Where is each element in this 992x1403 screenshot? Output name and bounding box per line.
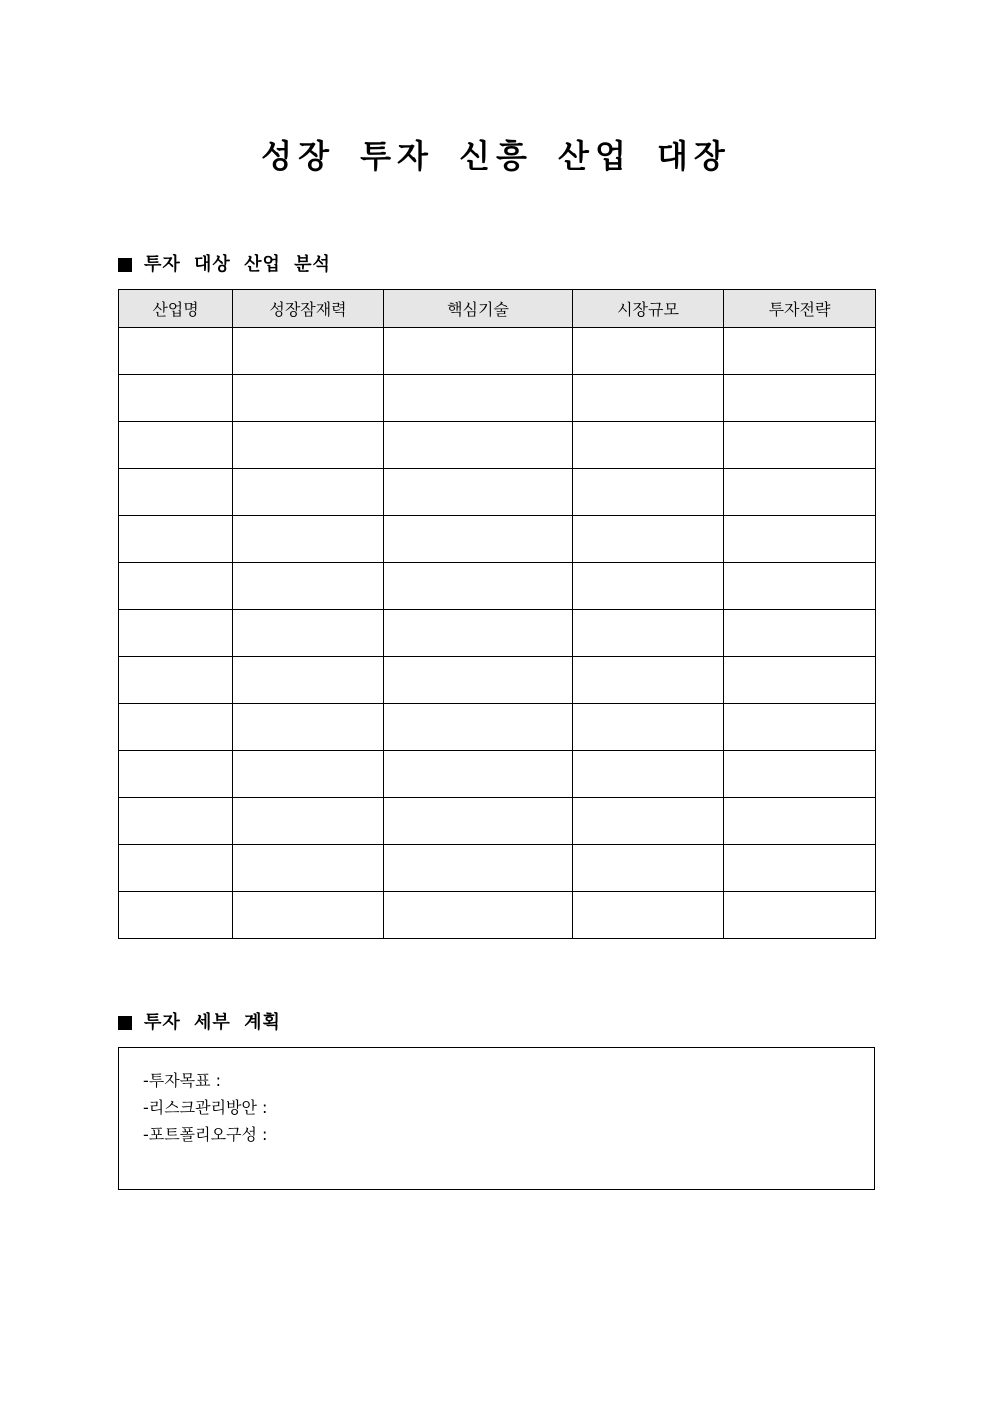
table-cell[interactable] [233, 375, 384, 422]
table-cell[interactable] [119, 328, 233, 375]
table-row [119, 657, 876, 704]
table-cell[interactable] [384, 563, 573, 610]
table-cell[interactable] [573, 845, 724, 892]
column-header-investment-strategy: 투자전략 [724, 290, 876, 328]
table-row [119, 892, 876, 939]
table-cell[interactable] [119, 610, 233, 657]
table-cell[interactable] [384, 657, 573, 704]
table-cell[interactable] [384, 798, 573, 845]
investment-plan-box [118, 1047, 875, 1190]
table-cell[interactable] [119, 892, 233, 939]
table-cell[interactable] [724, 375, 876, 422]
plan-item-investment-goal[interactable]: -투자목표 : [143, 1071, 222, 1090]
table-cell[interactable] [724, 892, 876, 939]
table-cell[interactable] [384, 516, 573, 563]
section-heading-label: 투자 대상 산업 분석 [144, 254, 331, 275]
table-cell[interactable] [119, 704, 233, 751]
table-cell[interactable] [119, 422, 233, 469]
table-cell[interactable] [573, 469, 724, 516]
table-cell[interactable] [384, 751, 573, 798]
table-cell[interactable] [573, 704, 724, 751]
table-cell[interactable] [573, 657, 724, 704]
table-cell[interactable] [233, 657, 384, 704]
table-row [119, 610, 876, 657]
table-cell[interactable] [384, 704, 573, 751]
industry-analysis-table [118, 289, 876, 939]
column-header-industry-name: 산업명 [119, 290, 233, 328]
table-cell[interactable] [233, 751, 384, 798]
table-cell[interactable] [119, 798, 233, 845]
table-cell[interactable] [384, 422, 573, 469]
table-row [119, 469, 876, 516]
table-cell[interactable] [573, 422, 724, 469]
table-cell[interactable] [724, 704, 876, 751]
table-cell[interactable] [233, 422, 384, 469]
square-bullet-icon [118, 1016, 132, 1030]
section-heading-label: 투자 세부 계획 [144, 1012, 281, 1033]
table-row [119, 328, 876, 375]
table-cell[interactable] [724, 328, 876, 375]
column-header-core-technology: 핵심기술 [384, 290, 573, 328]
table-cell[interactable] [573, 610, 724, 657]
table-cell[interactable] [384, 328, 573, 375]
table-cell[interactable] [573, 751, 724, 798]
section-heading-plan [118, 1011, 281, 1035]
table-row [119, 704, 876, 751]
table-row [119, 751, 876, 798]
table-cell[interactable] [573, 892, 724, 939]
table-body [119, 328, 876, 939]
table-cell[interactable] [233, 469, 384, 516]
table-cell[interactable] [384, 845, 573, 892]
table-cell[interactable] [724, 563, 876, 610]
plan-list [119, 1048, 874, 1148]
section-heading-analysis [118, 253, 331, 277]
plan-item-risk-management[interactable]: -리스크관리방안 : [143, 1098, 268, 1117]
table-cell[interactable] [724, 469, 876, 516]
table-cell[interactable] [384, 375, 573, 422]
table-header-row [119, 290, 876, 328]
table-row [119, 798, 876, 845]
table-row [119, 375, 876, 422]
table-row [119, 422, 876, 469]
square-bullet-icon [118, 258, 132, 272]
table-cell[interactable] [119, 751, 233, 798]
table-cell[interactable] [384, 610, 573, 657]
table-cell[interactable] [233, 563, 384, 610]
table-cell[interactable] [119, 563, 233, 610]
table-row [119, 563, 876, 610]
document-title: 성장 투자 신흥 산업 대장 [261, 137, 731, 175]
table-cell[interactable] [724, 657, 876, 704]
table-row [119, 845, 876, 892]
table-cell[interactable] [724, 516, 876, 563]
table-cell[interactable] [724, 798, 876, 845]
table-cell[interactable] [724, 610, 876, 657]
table-cell[interactable] [233, 892, 384, 939]
table-cell[interactable] [573, 375, 724, 422]
table-cell[interactable] [233, 704, 384, 751]
table-cell[interactable] [119, 657, 233, 704]
table-cell[interactable] [724, 422, 876, 469]
table-cell[interactable] [233, 516, 384, 563]
table-cell[interactable] [724, 845, 876, 892]
table-cell[interactable] [384, 892, 573, 939]
column-header-market-size: 시장규모 [573, 290, 724, 328]
table-cell[interactable] [573, 798, 724, 845]
table-cell[interactable] [119, 469, 233, 516]
table-cell[interactable] [233, 328, 384, 375]
table-cell[interactable] [233, 845, 384, 892]
table-cell[interactable] [119, 375, 233, 422]
table-cell[interactable] [119, 516, 233, 563]
table-cell[interactable] [573, 516, 724, 563]
table-cell[interactable] [384, 469, 573, 516]
table-cell[interactable] [724, 751, 876, 798]
table-cell[interactable] [573, 563, 724, 610]
table-cell[interactable] [233, 798, 384, 845]
table-row [119, 516, 876, 563]
plan-item-portfolio-composition[interactable]: -포트폴리오구성 : [143, 1125, 268, 1144]
table-cell[interactable] [573, 328, 724, 375]
table-cell[interactable] [233, 610, 384, 657]
table-cell[interactable] [119, 845, 233, 892]
column-header-growth-potential: 성장잠재력 [233, 290, 384, 328]
